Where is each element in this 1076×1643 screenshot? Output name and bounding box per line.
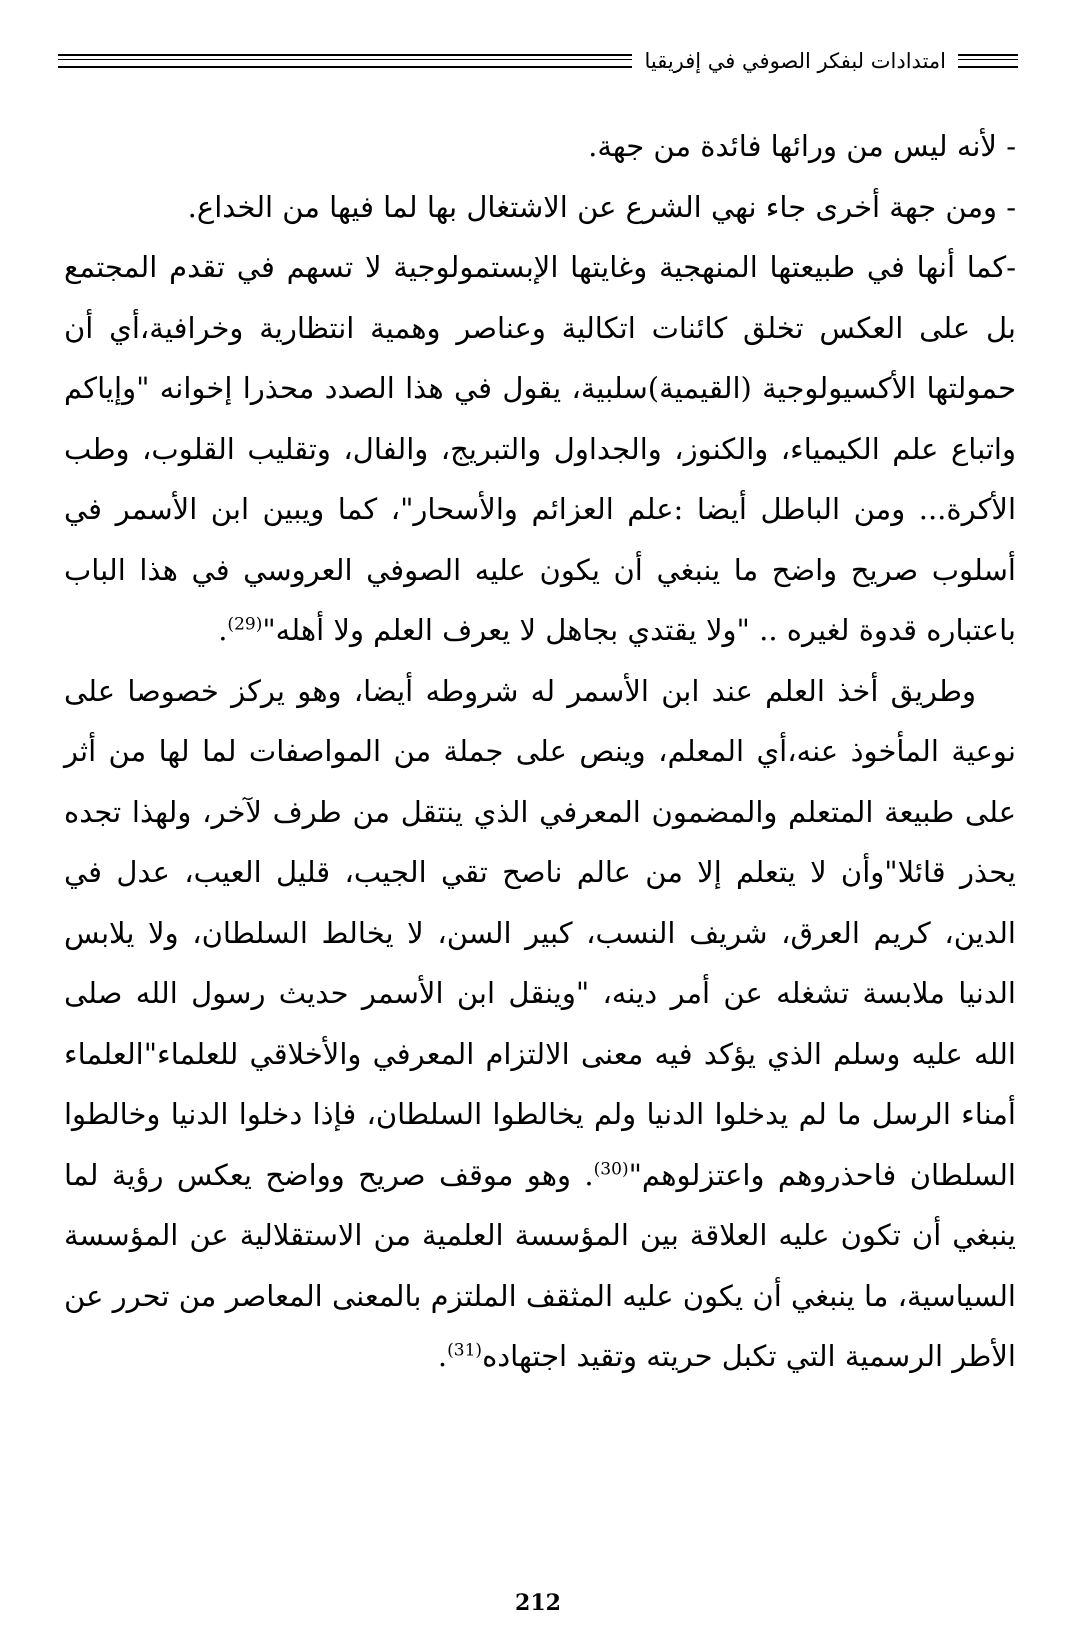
- paragraph-4-end: .: [437, 1339, 448, 1373]
- paragraph-2: - ومن جهة أخرى جاء نهي الشرع عن الاشتغال بها لما فيها من الخداع.: [187, 189, 1016, 224]
- header-title: امتدادات لبفكر الصوفي في إفريقيا: [644, 48, 946, 73]
- footnote-ref-31: (31): [447, 1340, 483, 1361]
- running-header: [58, 44, 1018, 78]
- header-rule-right: [958, 54, 1018, 68]
- paragraph-3-text: -كما أنها في طبيعتها المنهجية وغايتها الإبستمولوجية لا تسهم في تقدم المجتمع بل على العكس تخلق كائنات اتكالية وعناصر وهمية انتظارية وخرافية،أي أن حمولتها الأكسيولوجية (القيمية)سلبية، يقول في هذا الصدد محذرا إخوانه "وإياكم واتباع علم الكيمياء، والكنوز، والجداول والتبريج، والفال، وتقليب القلوب، وطب الأكرة... ومن الباطل أيضا :علم العزائم والأسحار"، كما ويبين ابن الأسمر في أسلوب صريح واضح ما ينبغي أن يكون عليه الصوفي العروسي في هذا الباب باعتباره قدوة لغيره .. "ولا يقتدي بجاهل لا يعرف العلم ولا أهله": [64, 250, 1016, 647]
- paragraph-1: - لأنه ليس من ورائها فائدة من جهة.: [588, 129, 1016, 163]
- header-rule-left: [58, 54, 632, 68]
- page-number: 212: [515, 1590, 561, 1616]
- page-body: [64, 116, 1016, 1387]
- paragraph-4-text-2: . وهو موقف صريح وواضح يعكس رؤية لما ينبغي أن تكون عليه العلاقة بين المؤسسة العلمية من الاستقلالية عن المؤسسة السياسية، ما ينبغي أن يكون عليه المثقف الملتزم بالمعنى المعاصر من تحرر عن الأطر الرسمية التي تكبل حريته وتقيد اجتهاده: [64, 1157, 1016, 1373]
- footnote-ref-29: (29): [227, 614, 263, 635]
- paragraph-4-text: وطريق أخذ العلم عند ابن الأسمر له شروطه أيضا، وهو يركز خصوصا على نوعية المأخوذ عنه،أي المعلم، وينص على جملة من المواصفات لما لها من أثر على طبيعة المتعلم والمضمون المعرفي الذي ينتقل من طرف لآخر، ولهذا تجده يحذر قائلا"وأن لا يتعلم إلا من عالم ناصح تقي الجيب، قليل العيب، عدل في الدين، كريم العرق، شريف النسب، كبير السن، لا يخالط السلطان، ولا يلابس الدنيا ملابسة تشغله عن أمر دينه، "وينقل ابن الأسمر حديث رسول الله صلى الله عليه وسلم الذي يؤكد فيه معنى الالتزام المعرفي والأخلاقي للعلماء"العلماء أمناء الرسل ما لم يدخلوا الدنيا ولم يخالطوا السلطان، فإذا دخلوا الدنيا وخالطوا السلطان فاحذروهم واعتزلوهم": [64, 673, 1016, 1192]
- paragraph-3: [64, 237, 1016, 661]
- paragraph-3-end: .: [218, 613, 228, 647]
- paragraph-4: [64, 661, 1016, 1387]
- footnote-ref-30: (30): [593, 1158, 629, 1179]
